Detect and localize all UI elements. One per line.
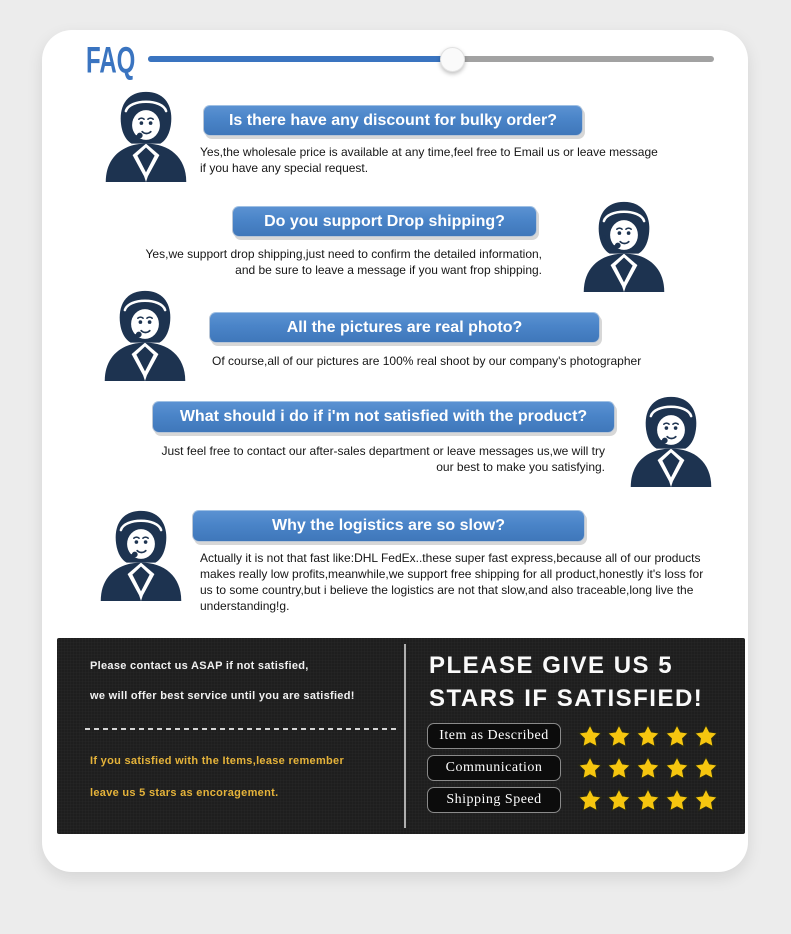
dashed-separator xyxy=(85,728,397,730)
answer-line: Just feel free to contact our after-sales department or leave messages us,we will try xyxy=(161,444,605,458)
answer-line: Yes,we support drop shipping,just need to confirm the detailed information, xyxy=(145,247,542,261)
rating-label: Item as Described xyxy=(427,723,561,749)
progress-slider-fill xyxy=(148,56,454,62)
star-icon xyxy=(635,755,661,781)
answer-line: Actually it is not that fast like:DHL FedEx..these super fast express,because all of our products xyxy=(200,551,701,565)
page-title: FAQ xyxy=(86,40,136,82)
rating-label: Shipping Speed xyxy=(427,787,561,813)
answer-text xyxy=(102,246,542,278)
star-icon xyxy=(664,755,690,781)
star-icon xyxy=(635,787,661,813)
question-banner[interactable]: All the pictures are real photo? xyxy=(209,312,600,343)
support-agent-avatar-icon xyxy=(100,88,192,184)
answer-line: if you have any special request. xyxy=(200,161,369,175)
support-agent-avatar-icon xyxy=(625,393,717,489)
contact-text: Please contact us ASAP if not satisfied, xyxy=(90,660,309,672)
star-rating xyxy=(577,787,719,813)
answer-line: makes really low profits,meanwhile,we support free shipping for all product,honestly it's loss for xyxy=(200,567,704,581)
answer-line: Of course,all of our pictures are 100% real shoot by our company's photographer xyxy=(212,354,642,368)
star-icon xyxy=(606,723,632,749)
star-icon xyxy=(693,787,719,813)
five-star-request-text: leave us 5 stars as encoragement. xyxy=(90,787,279,799)
star-icon xyxy=(664,723,690,749)
star-icon xyxy=(635,723,661,749)
star-icon xyxy=(664,787,690,813)
stars-headline: STARS IF SATISFIED! xyxy=(429,685,704,712)
answer-text xyxy=(212,353,702,369)
support-agent-avatar-icon xyxy=(99,287,191,383)
star-rating xyxy=(577,755,719,781)
star-rating xyxy=(577,723,719,749)
stars-headline: PLEASE GIVE US 5 xyxy=(429,652,674,679)
answer-text xyxy=(200,550,745,614)
answer-line: us to some country,but i believe the logistics are not that slow,and also traceable,long live the xyxy=(200,583,694,597)
question-banner[interactable]: Is there have any discount for bulky order? xyxy=(203,105,583,136)
answer-line: our best to make you satisfying. xyxy=(436,460,605,474)
rating-label: Communication xyxy=(427,755,561,781)
question-banner[interactable]: What should i do if i'm not satisfied with the product? xyxy=(152,401,615,433)
support-agent-avatar-icon xyxy=(578,198,670,294)
star-icon xyxy=(577,787,603,813)
answer-line: understanding!g. xyxy=(200,599,290,613)
progress-slider-handle[interactable] xyxy=(440,47,465,72)
footer-divider xyxy=(404,644,406,828)
progress-slider-track[interactable] xyxy=(148,56,714,62)
support-agent-avatar-icon xyxy=(95,507,187,603)
star-icon xyxy=(693,755,719,781)
question-banner[interactable]: Why the logistics are so slow? xyxy=(192,510,585,542)
answer-text xyxy=(200,144,720,176)
answer-line: Yes,the wholesale price is available at any time,feel free to Email us or leave message xyxy=(200,145,658,159)
footer-banner xyxy=(57,638,745,834)
star-icon xyxy=(577,755,603,781)
answer-text xyxy=(132,443,605,475)
faq-card xyxy=(42,30,748,872)
star-icon xyxy=(693,723,719,749)
star-icon xyxy=(577,723,603,749)
five-star-request-text: If you satisfied with the Items,lease remember xyxy=(90,755,345,767)
star-icon xyxy=(606,755,632,781)
contact-text: we will offer best service until you are satisfied! xyxy=(90,690,355,702)
star-icon xyxy=(606,787,632,813)
question-banner[interactable]: Do you support Drop shipping? xyxy=(232,206,537,237)
answer-line: and be sure to leave a message if you want frop shipping. xyxy=(235,263,542,277)
